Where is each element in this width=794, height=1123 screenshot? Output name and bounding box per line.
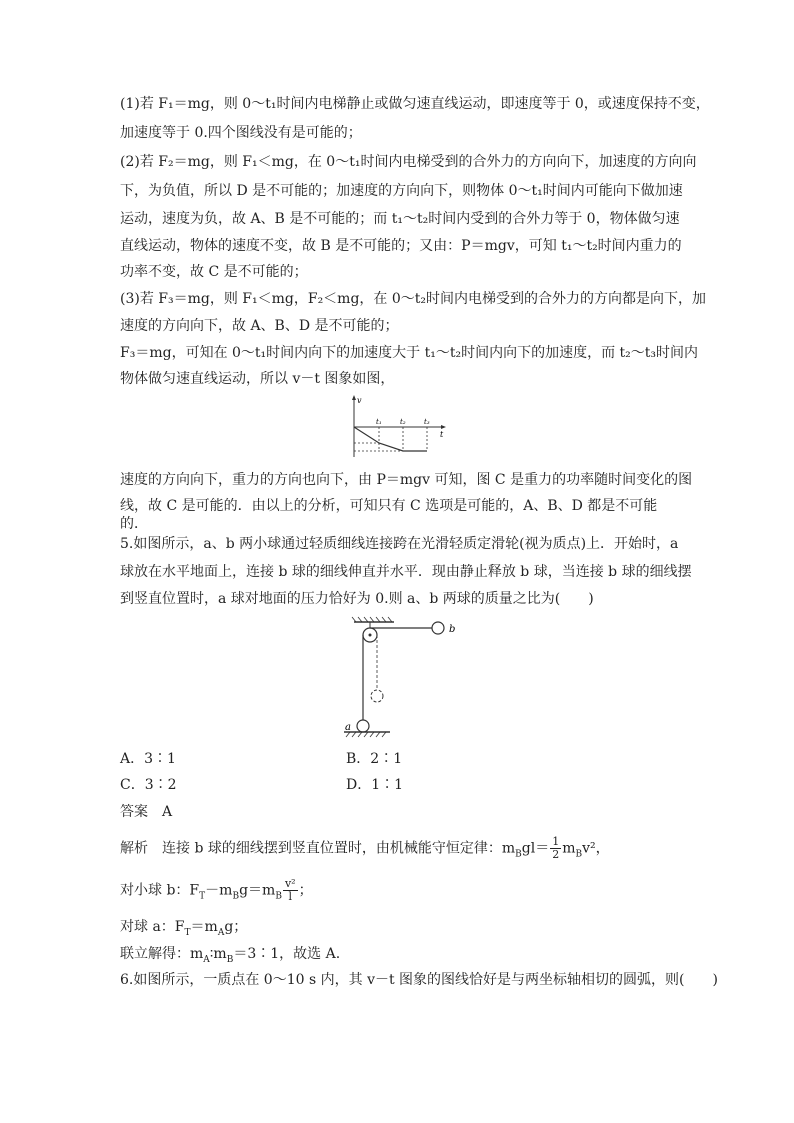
option-a[interactable]: A．3∶1	[120, 751, 176, 767]
text-line: 速度的方向向下，重力的方向也向下，由 P＝mgv 可知，图 C 是重力的功率随时间变化的图	[120, 472, 693, 488]
question-5-line: 到竖直位置时，a 球对地面的压力恰好为 0.则 a、b 两球的质量之比为( )	[120, 591, 594, 607]
ball-b	[432, 622, 444, 634]
analysis-line-2: 对小球 b：$F_T-m_Bg=m_B$ $\frac{\text{v²}}{l}$ ；	[120, 877, 313, 903]
text-line: 功率不变，故 C 是不可能的；	[120, 264, 308, 280]
tick-label-t2: t₂	[400, 418, 406, 426]
velocity-curve	[354, 427, 427, 451]
t-axis-label: t	[440, 430, 444, 439]
v-axis-label: v	[357, 396, 362, 405]
vt-graph-figure	[344, 393, 448, 459]
text-line: 速度的方向向下，故 A、B、D 是不可能的；	[120, 318, 399, 334]
question-6-line: 6.如图所示，一质点在 0～10 s 内，其 v－t 图象的图线恰好是与两坐标轴相切的圆弧，则( )	[120, 972, 718, 988]
text-line: 直线运动，物体的速度不变，故 B 是不可能的；又由：P＝mgv，可知 t₁～t₂时间内重力的	[120, 238, 682, 254]
label-a: a	[345, 722, 351, 733]
fraction: $\frac{1}{2}$	[552, 835, 560, 861]
text-line: (1)若 F₁＝mg，则 0～t₁时间内电梯静止或做匀速直线运动，即速度等于 0，或速度保持不变，	[120, 96, 710, 112]
analysis-line-1: 解析 连接 b 球的细线摆到竖直位置时，由机械能守恒定律：$m_Bgl=$ $\frac{1}{2}$ $m_Bv^2$，	[120, 835, 610, 861]
label-b: b	[449, 624, 456, 635]
text-line: 的．	[120, 516, 148, 532]
text-line: F₃＝mg，可知在 0～t₁时间内向下的加速度大于 t₁～t₂时间内向下的加速度，而 t₂～t₃时间内	[120, 345, 699, 361]
text-line: 物体做匀速直线运动，所以 v－t 图象如图，	[120, 371, 395, 387]
text-line: 加速度等于 0.四个图线没有是可能的；	[120, 125, 362, 141]
text-line: (3)若 F₃＝mg，则 F₁＜mg，F₂＜mg，在 0～t₂时间内电梯受到的合外力的方向都是向下，加	[120, 291, 707, 307]
option-b[interactable]: B．2∶1	[346, 751, 403, 767]
text-line: (2)若 F₂＝mg，则 F₁＜mg，在 0～t₁时间内电梯受到的合外力的方向向下，加速度的方向向	[120, 154, 697, 170]
analysis-line-3: 对球 a：$F_T=m_Ag$；	[120, 919, 248, 938]
text-line: 运动，速度为负，故 A、B 是不可能的；而 t₁～t₂时间内受到的合外力等于 0，物体做匀速	[120, 211, 680, 227]
option-d[interactable]: D．1∶1	[346, 777, 404, 793]
pulley-figure	[340, 616, 470, 744]
tick-label-t3: t₃	[424, 418, 430, 426]
text-line: 下，为负值，所以 D 是不可能的；加速度的方向向下，则物体 0～t₁时间内可能向下做加速	[120, 183, 683, 199]
tick-label-t1: t₁	[376, 418, 382, 426]
analysis-line-4: 联立解得：$m_A∶m_B=3∶1$，故选 A.	[120, 946, 341, 965]
answer: 答案 A	[120, 804, 173, 820]
fraction: $\frac{\text{v²}}{l}$	[284, 877, 296, 903]
text-line: 线，故 C 是可能的．由以上的分析，可知只有 C 选项是可能的，A、B、D 都是不可能	[120, 498, 658, 514]
question-5-line: 球放在水平地面上，连接 b 球的细线伸直并水平．现由静止释放 b 球，当连接 b 球的细线摆	[120, 564, 692, 580]
option-c[interactable]: C．3∶2	[120, 777, 177, 793]
ball-b-dashed	[371, 690, 383, 702]
question-5-line: 5.如图所示，a、b 两小球通过轻质细线连接跨在光滑轻质定滑轮(视为质点)上．开始时，a	[120, 536, 679, 552]
ball-a	[357, 720, 369, 732]
